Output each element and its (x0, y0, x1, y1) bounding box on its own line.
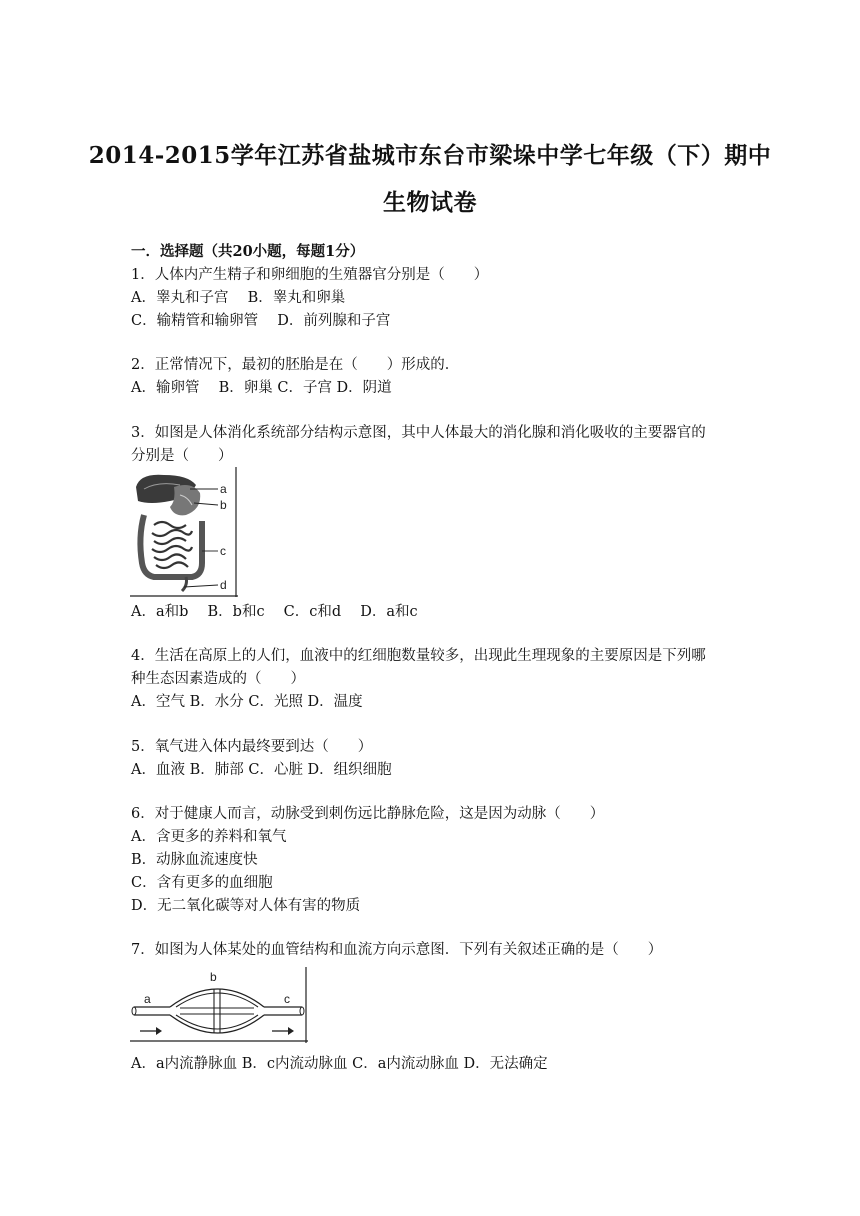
page-subtitle: 生物试卷 (383, 189, 477, 216)
question-6-option-b: B．动脉血流速度快 (131, 852, 258, 868)
question-6-stem: 6．对于健康人而言，动脉受到刺伤远比静脉危险，这是因为动脉（ ） (131, 806, 605, 822)
figure-label-b: b (210, 970, 217, 984)
figure-label-c: c (284, 992, 290, 1006)
blood-vessel-figure (130, 967, 308, 1043)
question-7-stem: 7．如图为人体某处的血管结构和血流方向示意图．下列有关叙述正确的是（ ） (131, 942, 663, 958)
question-4-options: A．空气 B．水分 C．光照 D．温度 (131, 694, 363, 710)
figure-label-c: c (220, 544, 226, 558)
question-6-option-a: A．含更多的养料和氧气 (131, 829, 287, 845)
question-4-stem-2: 种生态因素造成的（ ） (131, 671, 305, 687)
question-6-option-d: D．无二氧化碳等对人体有害的物质 (131, 898, 361, 914)
question-5-stem: 5．氧气进入体内最终要到达（ ） (131, 739, 373, 755)
question-6-option-c: C．含有更多的血细胞 (131, 875, 273, 891)
question-2-stem: 2．正常情况下，最初的胚胎是在（ ）形成的． (131, 357, 460, 373)
question-3-stem-2: 分别是（ ） (131, 448, 233, 464)
figure-label-b: b (220, 498, 227, 512)
section-heading: 一．选择题（共20小题，每题1分） (131, 243, 365, 260)
question-4-stem-1: 4．生活在高原上的人们，血液中的红细胞数量较多，出现此生理现象的主要原因是下列哪 (131, 648, 706, 664)
figure-label-a: a (144, 992, 151, 1006)
figure-label-a: a (220, 482, 227, 496)
question-1-options-1: A．睾丸和子宫 B．睾丸和卵巢 (131, 290, 346, 306)
digestive-system-figure (130, 467, 238, 597)
question-5-options: A．血液 B．肺部 C．心脏 D．组织细胞 (131, 762, 392, 778)
page-title: 2014-2015学年江苏省盐城市东台市梁垛中学七年级（下）期中 (88, 142, 772, 169)
question-3-options: A．a和b B．b和c C．c和d D．a和c (131, 604, 418, 620)
figure-label-d: d (220, 578, 227, 592)
question-2-options: A．输卵管 B．卵巢 C．子宫 D．阴道 (131, 380, 392, 396)
question-1-options-2: C．输精管和输卵管 D．前列腺和子宫 (131, 313, 391, 329)
question-7-options: A．a内流静脉血 B．c内流动脉血 C．a内流动脉血 D．无法确定 (131, 1056, 548, 1072)
question-1-stem: 1．人体内产生精子和卵细胞的生殖器官分别是（ ） (131, 267, 489, 283)
question-3-stem-1: 3．如图是人体消化系统部分结构示意图，其中人体最大的消化腺和消化吸收的主要器官的 (131, 425, 706, 441)
